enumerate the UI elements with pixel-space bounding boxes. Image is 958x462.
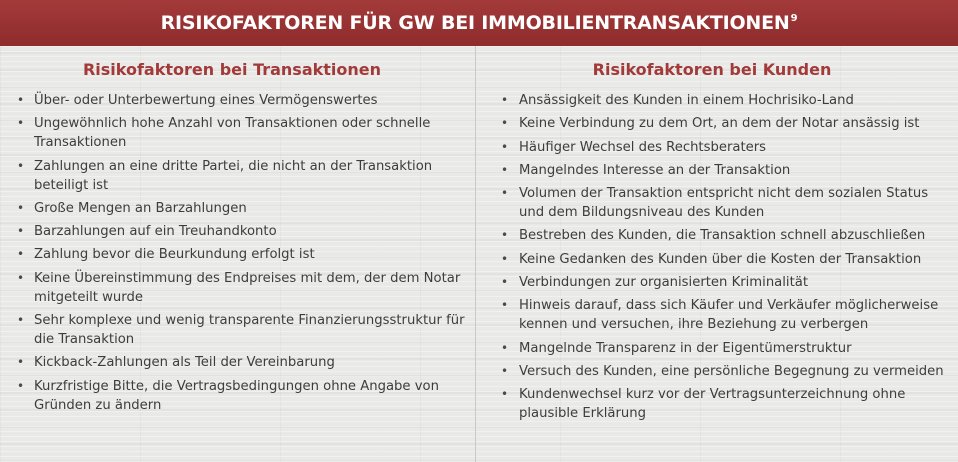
bullet-icon: •: [501, 298, 509, 313]
list-item: [0, 311, 474, 349]
list-item-text: Ansässigkeit des Kunden in einem Hochrisiko-Land: [519, 93, 854, 108]
title-banner: [0, 0, 958, 46]
list-item-text: Keine Verbindung zu dem Ort, an dem der Notar ansässig ist: [519, 116, 920, 132]
transaction-risk-column: [0, 46, 474, 419]
list-item-text: Keine Gedanken des Kunden über die Kosten der Transaktion: [519, 251, 922, 267]
bullet-icon: •: [17, 378, 25, 393]
bullet-icon: •: [17, 93, 25, 107]
bullet-icon: •: [501, 186, 509, 201]
list-item: [0, 114, 474, 152]
transaction-risk-list: [0, 91, 474, 415]
list-item: [476, 273, 958, 292]
list-item: [0, 269, 474, 307]
list-item: [476, 184, 958, 222]
bullet-icon: •: [501, 93, 509, 107]
list-item-text: Große Mengen an Barzahlungen: [34, 200, 247, 216]
bullet-icon: •: [17, 158, 25, 173]
bullet-icon: •: [501, 251, 509, 266]
bullet-icon: •: [17, 200, 25, 215]
bullet-icon: •: [501, 340, 509, 355]
bullet-icon: •: [501, 162, 509, 177]
list-item: [0, 157, 474, 195]
list-item-text: Über- oder Unterbewertung eines Vermögenswertes: [34, 93, 378, 108]
list-item-text: Verbindungen zur organisierten Kriminalität: [519, 275, 809, 291]
list-item-text: Ungewöhnlich hohe Anzahl von Transaktionen oder schnelle Transaktionen: [34, 116, 431, 151]
list-item: [476, 138, 958, 157]
list-item: [476, 250, 958, 269]
list-item-text: Bestreben des Kunden, die Transaktion schnell abzuschließen: [519, 228, 926, 244]
list-item: [476, 296, 958, 334]
list-item-text: Mangelnde Transparenz in der Eigentümerstruktur: [519, 340, 852, 356]
page-title-text: RISIKOFAKTOREN FÜR GW BEI IMMOBILIENTRANSAKTIONEN: [160, 12, 790, 34]
bullet-icon: •: [501, 275, 509, 290]
list-item: [0, 222, 474, 241]
bullet-icon: •: [17, 116, 25, 131]
client-risk-heading: Risikofaktoren bei Kunden: [592, 60, 832, 79]
list-item: [476, 226, 958, 245]
bullet-icon: •: [17, 247, 25, 262]
list-item: [0, 377, 474, 415]
list-item-text: Keine Übereinstimmung des Endpreises mit dem, der dem Notar mitgeteilt wurde: [34, 270, 461, 305]
list-item: [476, 362, 958, 381]
list-item: [0, 91, 474, 110]
list-item-text: Barzahlungen auf ein Treuhandkonto: [34, 224, 277, 240]
list-item-text: Hinweis darauf, dass sich Käufer und Verkäufer möglicherweise kennen und versuchen, ihre Beziehung zu verbergen: [519, 298, 939, 333]
list-item-text: Zahlungen an eine dritte Partei, die nicht an der Transaktion beteiligt ist: [34, 158, 433, 193]
list-item-text: Häufiger Wechsel des Rechtsberaters: [519, 139, 767, 155]
list-item: [476, 161, 958, 180]
bullet-icon: •: [17, 270, 25, 285]
list-item-text: Zahlung bevor die Beurkundung erfolgt ist: [34, 247, 315, 263]
list-item-text: Kundenwechsel kurz vor der Vertragsunterzeichnung ohne plausible Erklärung: [519, 387, 906, 422]
bullet-icon: •: [17, 355, 25, 370]
page-title: [161, 12, 798, 34]
footnote-marker: 9: [790, 13, 798, 24]
bullet-icon: •: [17, 313, 25, 328]
bullet-icon: •: [501, 387, 509, 402]
list-item: [476, 114, 958, 133]
bullet-icon: •: [501, 139, 509, 154]
list-item-text: Kurzfristige Bitte, die Vertragsbedingungen ohne Angabe von Gründen zu ändern: [34, 378, 439, 413]
client-risk-column: [476, 46, 958, 428]
list-item: [0, 245, 474, 264]
list-item-text: Volumen der Transaktion entspricht nicht dem sozialen Status und dem Bildungsniveau des Kunden: [519, 186, 929, 221]
list-item: [476, 385, 958, 423]
list-item-text: Kickback-Zahlungen als Teil der Vereinbarung: [34, 355, 335, 371]
list-item: [476, 91, 958, 110]
bullet-icon: •: [501, 116, 509, 131]
bullet-icon: •: [501, 228, 509, 243]
list-item: [0, 353, 474, 372]
list-item: [476, 339, 958, 358]
list-item: [0, 199, 474, 218]
list-item-text: Versuch des Kunden, eine persönliche Begegnung zu vermeiden: [519, 363, 944, 379]
bullet-icon: •: [17, 224, 25, 239]
client-risk-list: [476, 91, 958, 423]
bullet-icon: •: [501, 363, 509, 378]
transaction-risk-heading: Risikofaktoren bei Transaktionen: [82, 60, 382, 79]
list-item-text: Sehr komplexe und wenig transparente Finanzierungsstruktur für die Transaktion: [34, 313, 465, 348]
list-item-text: Mangelndes Interesse an der Transaktion: [519, 162, 791, 178]
